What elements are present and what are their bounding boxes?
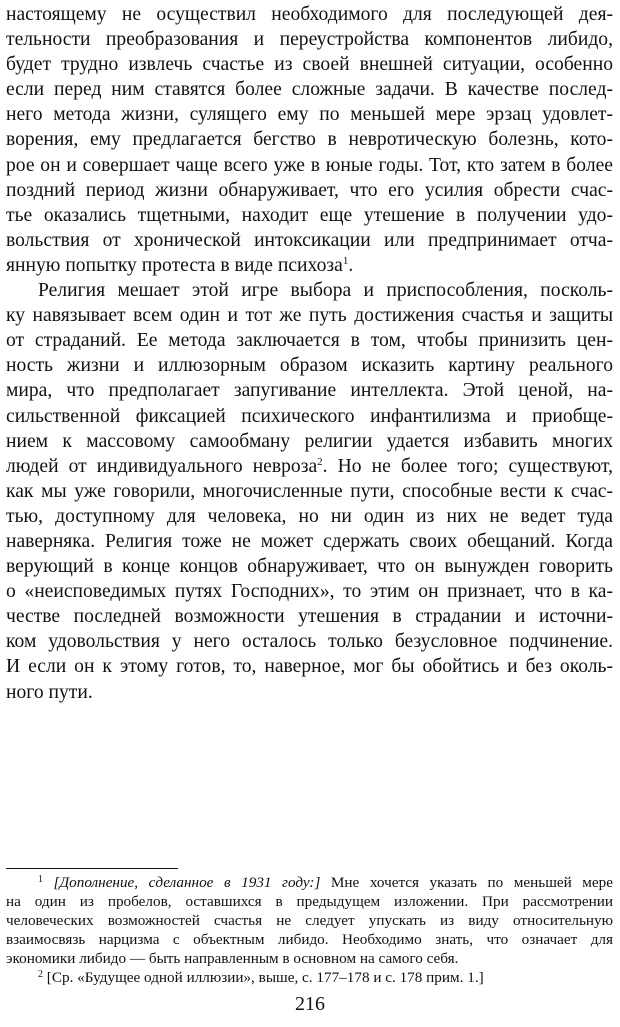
footnotes (6, 873, 613, 988)
text-line: ком удовольствия у него осталось только безусловное подчинение. (6, 631, 613, 653)
footnote-text: Мне хочется указать по меньшей мере (320, 874, 613, 891)
text-line: наверняка. Религия тоже не может сдержать своих обещаний. Когда (6, 530, 613, 552)
text-line: рое он и совершает чаще всего уже в юные годы. Тот, кто затем в более (6, 154, 613, 176)
text-line: ного пути. (6, 681, 93, 703)
text-line: от страданий. Ее метода заключается в том, чтобы принизить цен- (6, 330, 613, 352)
text-line: о «неисповедимых путях Господних», то этим он признает, что в ка- (6, 581, 613, 603)
footnote-ref-1: 1 (342, 254, 349, 267)
footnote-mark: 1 (38, 874, 43, 885)
text-line: ку навязывает всем один и тот же путь достижения счастья и защиты (6, 305, 613, 327)
footnote-line (6, 873, 613, 892)
footnote-line: взаимосвязь нарцизма с объектным либидо. Необходимо знать, что означает для (6, 931, 613, 949)
footnote-line: на один из пробелов, оставшихся в предыдущем изложении. При рассмотрении (6, 893, 613, 911)
text-line: если перед ним ставятся более сложные задачи. В качестве послед- (6, 79, 613, 101)
text-line: настоящему не осуществил необходимого для последующей дея- (6, 4, 613, 25)
text-span: людей от индивидуального невроза (6, 455, 318, 477)
text-line: поздний период жизни обнаруживает, что его усилия обрести счас- (6, 179, 613, 201)
text-span: . Но не более того; существуют, (322, 455, 613, 477)
footnote-separator (6, 868, 178, 869)
text-line: Религия мешает этой игре выбора и приспособления, посколь- (38, 280, 613, 302)
text-line (6, 454, 613, 479)
footnote-italic: [Дополнение, сделанное в 1931 году:] (43, 874, 321, 891)
text-line: тельности преобразования и переустройства компонентов либидо, (6, 29, 613, 51)
text-span: янную попытку протеста в виде психоза (6, 254, 343, 276)
text-line: И если он к этому готов, то, наверное, мог бы обойтись и без околь- (6, 656, 613, 678)
footnote-mark: 2 (38, 969, 43, 981)
text-line: сильственной фиксацией психического инфантилизма и приобще- (6, 405, 613, 427)
text-line: тью, доступному для человека, но ни один из них не ведет туда (6, 505, 613, 527)
page-number: 216 (295, 993, 325, 1015)
text-span: . (348, 254, 354, 276)
text-line: мира, что предполагает запугивание интеллекта. Этой ценой, на- (6, 380, 613, 402)
text-line (6, 253, 613, 278)
main-text (6, 2, 613, 705)
text-line: ворения, ему предлагается бегство в невротическую болезнь, кото- (6, 129, 613, 151)
footnote-ref-2: 2 (317, 455, 323, 468)
text-line: верующий в конце концов обнаруживает, что он вынужден говорить (6, 556, 613, 578)
footnote-line: человеческих возможностей счастья не следует упускать из виду относительную (6, 912, 613, 930)
footnote-line: экономики либидо — быть направленным в основном на самого себя. (6, 950, 459, 968)
text-line: тье оказались тщетными, находит еще утешение в получении удо- (6, 204, 613, 226)
paragraph-2 (6, 278, 613, 705)
text-line: ность жизни и иллюзорным образом исказить картину реального (6, 355, 613, 377)
footnote-text: [Ср. «Будущее одной иллюзии», выше, с. 177–178 и с. 178 прим. 1.] (46, 969, 484, 987)
text-line: честве последней возможности утешения в страдании и источни- (6, 606, 613, 628)
footnote-1 (6, 873, 613, 968)
text-line: будет трудно извлечь счастье из своей внешней ситуации, особенно (6, 54, 613, 76)
text-line: вольствия от хронической интоксикации или предпринимает отча- (6, 229, 613, 251)
footnote-2 (6, 968, 613, 987)
text-line: него метода жизни, сулящего ему по меньшей мере эрзац удовлет- (6, 104, 613, 126)
paragraph-1 (6, 2, 613, 278)
text-line: нием к массовому самообману религии удается избавить многих (6, 430, 613, 452)
footnote-line (6, 968, 613, 987)
text-line: как мы уже говорили, многочисленные пути, способные вести к счас- (6, 480, 613, 502)
